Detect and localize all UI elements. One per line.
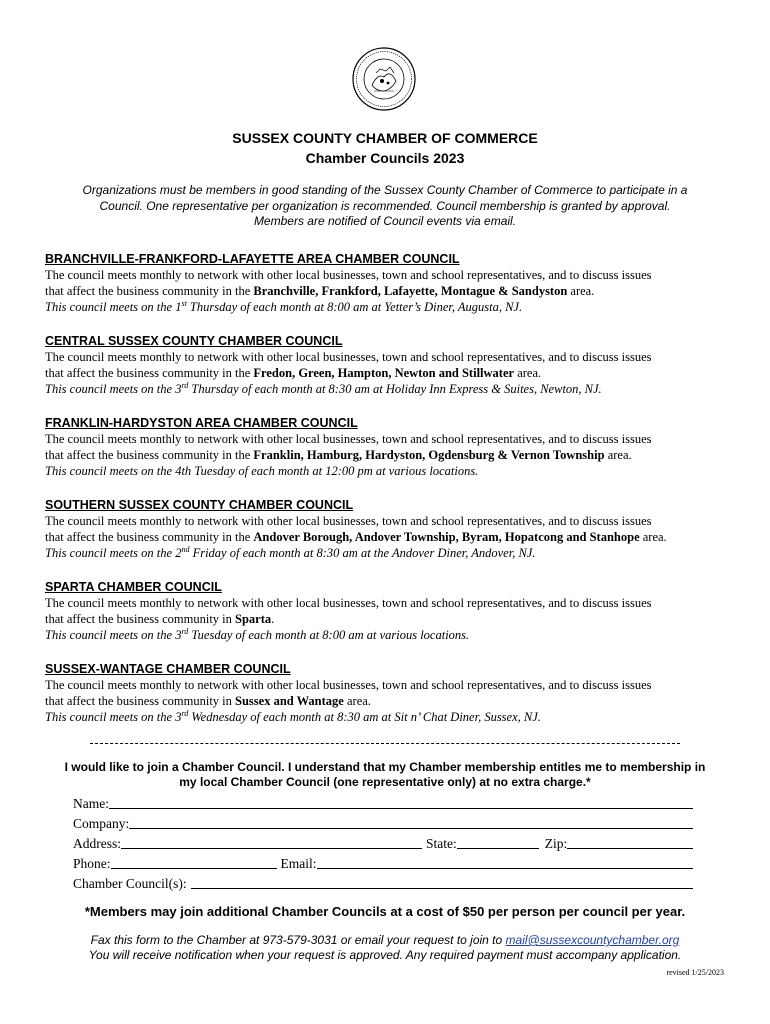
council-title: SUSSEX-WANTAGE CHAMBER COUNCIL (45, 662, 291, 676)
name-label: Name: (73, 796, 109, 811)
state-field[interactable] (457, 834, 539, 849)
description-line: The council meets monthly to network with other local businesses, town and school representatives, and to discuss issues (45, 432, 652, 446)
description-line: that affect the business community in the Franklin, Hamburg, Hardyston, Ogdensburg & Vernon Township area. (45, 448, 632, 462)
council-sussex-wantage (45, 662, 735, 725)
signup-line: my local Chamber Council (one representative only) at no extra charge.* (179, 775, 591, 789)
fax-line: Fax this form to the Chamber at 973-579-3031 or email your request to join to mail@sussexcountychamber.org (90, 933, 680, 947)
council-area: Sparta (235, 612, 272, 626)
council-description (45, 431, 735, 463)
company-field[interactable] (129, 814, 693, 829)
meeting-schedule: This council meets on the 3rd Thursday of each month at 8:30 am at Holiday Inn Express & Suites, Newton, NJ. (45, 380, 602, 396)
description-line: The council meets monthly to network with other local businesses, town and school representatives, and to discuss issues (45, 350, 652, 364)
email-field[interactable] (317, 854, 693, 869)
council-title: SOUTHERN SUSSEX COUNTY CHAMBER COUNCIL (45, 498, 354, 512)
council-description (45, 595, 735, 627)
council-branchville-frankford-lafayette (45, 252, 735, 315)
zip-field[interactable] (567, 834, 693, 849)
signup-form (73, 792, 693, 892)
phone-label: Phone: (73, 856, 111, 871)
description-line: that affect the business community in Sussex and Wantage area. (45, 694, 371, 708)
description-line: The council meets monthly to network with other local businesses, town and school representatives, and to discuss issues (45, 678, 652, 692)
council-title: SPARTA CHAMBER COUNCIL (45, 580, 222, 594)
email-label: Email: (280, 856, 317, 871)
council-area: Franklin, Hamburg, Hardyston, Ogdensburg & Vernon Township (253, 448, 605, 462)
intro-line: Organizations must be members in good standing of the Sussex County Chamber of Commerce to participate in a (82, 183, 688, 197)
council-franklin-hardyston (45, 416, 735, 479)
description-line: The council meets monthly to network with other local businesses, town and school representatives, and to discuss issues (45, 596, 652, 610)
county-seal-icon (352, 47, 416, 111)
council-area: Fredon, Green, Hampton, Newton and Stillwater (253, 366, 515, 380)
address-label: Address: (73, 836, 121, 851)
signup-statement (40, 760, 730, 790)
description-line: that affect the business community in the Branchville, Frankford, Lafayette, Montague & Sandyston area. (45, 284, 595, 298)
address-field[interactable] (121, 834, 422, 849)
name-row (73, 792, 693, 812)
meeting-schedule: This council meets on the 3rd Wednesday of each month at 8:30 am at Sit n’ Chat Diner, Sussex, NJ. (45, 708, 541, 724)
intro-line: Council. One representative per organization is recommended. Council membership is granted by approval. (99, 198, 671, 213)
page-subtitle: Chamber Councils 2023 (305, 150, 465, 166)
cut-line-divider (90, 743, 680, 744)
council-area: Sussex and Wantage (235, 694, 344, 708)
council-sparta (45, 580, 735, 643)
council-description (45, 513, 735, 545)
zip-label: Zip: (544, 836, 568, 851)
description-line: The council meets monthly to network with other local businesses, town and school representatives, and to discuss issues (45, 514, 652, 528)
phone-field[interactable] (111, 854, 277, 869)
meeting-schedule: This council meets on the 2nd Friday of each month at 8:30 am at the Andover Diner, Andover, NJ. (45, 544, 536, 560)
state-label: State: (426, 836, 457, 851)
additional-councils-note: *Members may join additional Chamber Councils at a cost of $50 per person per council per year. (84, 904, 686, 919)
council-southern-sussex (45, 498, 735, 561)
council-title: BRANCHVILLE-FRANKFORD-LAFAYETTE AREA CHAMBER COUNCIL (45, 252, 460, 266)
description-line: that affect the business community in Sparta. (45, 612, 275, 626)
intro-line: Members are notified of Council events via email. (253, 214, 517, 228)
council-description (45, 677, 735, 709)
submission-instructions (40, 933, 730, 963)
council-description (45, 267, 735, 299)
organization-title: SUSSEX COUNTY CHAMBER OF COMMERCE (232, 130, 538, 146)
council-area: Andover Borough, Andover Township, Byram, Hopatcong and Stanhope (253, 530, 640, 544)
meeting-schedule: This council meets on the 4th Tuesday of each month at 12:00 pm at various locations. (45, 464, 479, 478)
description-line: The council meets monthly to network with other local businesses, town and school representatives, and to discuss issues (45, 268, 652, 282)
description-line: that affect the business community in the Andover Borough, Andover Township, Byram, Hopatcong and Stanhope area. (45, 530, 667, 544)
council-title: CENTRAL SUSSEX COUNTY CHAMBER COUNCIL (45, 334, 343, 348)
signup-line: I would like to join a Chamber Council. I understand that my Chamber membership entitles me to membership in (64, 760, 706, 774)
meeting-schedule: This council meets on the 3rd Tuesday of each month at 8:00 am at various locations. (45, 626, 470, 642)
council-title: FRANKLIN-HARDYSTON AREA CHAMBER COUNCIL (45, 416, 358, 430)
intro-paragraph (55, 183, 715, 230)
notification-line: You will receive notification when your request is approved. Any required payment must accompany application. (88, 948, 682, 962)
revision-date: revised 1/25/2023 (666, 968, 724, 977)
email-link[interactable]: mail@sussexcountychamber.org (505, 933, 680, 947)
company-row (73, 812, 693, 832)
council-description (45, 349, 735, 381)
address-row (73, 832, 693, 852)
description-line: that affect the business community in the Fredon, Green, Hampton, Newton and Stillwater area. (45, 366, 542, 380)
name-field[interactable] (109, 794, 693, 809)
council-central-sussex (45, 334, 735, 397)
council-area: Branchville, Frankford, Lafayette, Montague & Sandyston (253, 284, 568, 298)
councils-row (73, 872, 693, 892)
councils-field[interactable] (191, 874, 693, 889)
meeting-schedule: This council meets on the 1st Thursday of each month at 8:00 am at Yetter’s Diner, Augusta, NJ. (45, 298, 523, 314)
councils-label: Chamber Council(s): (73, 876, 187, 891)
company-label: Company: (73, 816, 130, 831)
phone-row (73, 852, 693, 872)
